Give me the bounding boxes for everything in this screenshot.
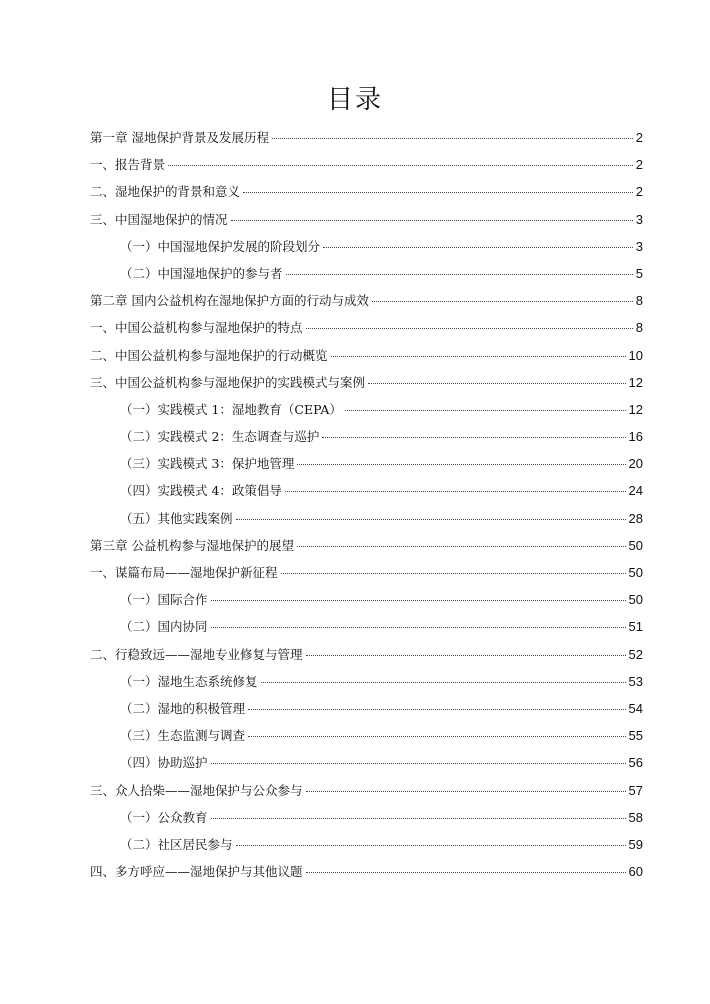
toc-entry-page-number: 51 <box>628 619 643 635</box>
toc-entry-label: 三、中国公益机构参与湿地保护的实践模式与案例 <box>90 374 366 390</box>
toc-entry-page-number: 2 <box>635 157 643 173</box>
toc-entry[interactable] <box>90 613 643 640</box>
toc-entry[interactable] <box>90 287 643 314</box>
dot-leader <box>368 383 626 384</box>
dot-leader <box>211 763 626 764</box>
toc-entry-label: （二）湿地的积极管理 <box>120 700 246 716</box>
page-title: 目录 <box>326 85 383 115</box>
toc-entry-label: （五）其他实践案例 <box>120 510 233 526</box>
dot-leader <box>322 437 625 438</box>
toc-entry[interactable] <box>90 641 643 668</box>
toc-entry[interactable] <box>90 369 643 396</box>
toc-entry-page-number: 3 <box>635 238 643 254</box>
toc-entry[interactable] <box>90 396 643 423</box>
toc-entry-label: 三、中国湿地保护的情况 <box>90 211 228 227</box>
toc-entry-label: （三）实践模式 3：保护地管理 <box>120 456 295 472</box>
dot-leader <box>331 356 626 357</box>
dot-leader <box>285 491 626 492</box>
toc-entry-page-number: 28 <box>628 510 643 526</box>
dot-leader <box>306 328 633 329</box>
toc-entry[interactable] <box>90 722 643 749</box>
toc-entry-label: （二）中国湿地保护的参与者 <box>120 265 283 281</box>
toc-entry-page-number: 10 <box>628 347 643 363</box>
toc-entry-page-number: 2 <box>635 184 643 200</box>
toc-entry[interactable] <box>90 505 643 532</box>
dot-leader <box>248 709 626 710</box>
toc-entry[interactable] <box>90 342 643 369</box>
toc-entry-label: （一）公众教育 <box>120 809 208 825</box>
toc-entry-label: 一、谋篇布局——湿地保护新征程 <box>90 565 278 580</box>
toc-entry[interactable] <box>90 477 643 504</box>
toc-entry-label: （二）社区居民参与 <box>120 836 233 852</box>
toc-entry[interactable] <box>90 151 643 178</box>
toc-entry-page-number: 8 <box>635 320 643 336</box>
toc-entry[interactable] <box>90 423 643 450</box>
dot-leader <box>168 165 633 166</box>
toc-entry[interactable] <box>90 777 643 804</box>
toc-entry[interactable] <box>90 260 643 287</box>
toc-entry[interactable] <box>90 749 643 776</box>
toc-entry-label: （四）协助巡护 <box>120 755 208 771</box>
dot-leader <box>372 301 633 302</box>
dot-leader <box>261 682 626 683</box>
toc-entry-label: 二、行稳致远——湿地专业修复与管理 <box>90 646 303 662</box>
toc-entry-page-number: 12 <box>628 374 643 390</box>
toc-entry[interactable] <box>90 178 643 205</box>
toc-entry-page-number: 56 <box>628 755 643 771</box>
toc-entry-page-number: 20 <box>628 456 643 472</box>
dot-leader <box>236 845 626 846</box>
toc-entry-page-number: 3 <box>635 211 643 227</box>
toc-entry-label: 二、中国公益机构参与湿地保护的行动概览 <box>90 347 328 363</box>
toc-entry-label: 一、中国公益机构参与湿地保护的特点 <box>90 320 303 336</box>
toc-entry[interactable] <box>90 206 643 233</box>
toc-entry-page-number: 57 <box>628 782 643 798</box>
toc-entry-label: 四、多方呼应——湿地保护与其他议题 <box>90 864 303 880</box>
toc-entry-page-number: 24 <box>628 483 643 499</box>
toc-entry-label: （一）中国湿地保护发展的阶段划分 <box>120 238 321 254</box>
toc-entry[interactable] <box>90 668 643 695</box>
toc-entry[interactable] <box>90 450 643 477</box>
toc-entry-label: 二、湿地保护的背景和意义 <box>90 184 241 200</box>
toc-entry-label: 第二章 国内公益机构在湿地保护方面的行动与成效 <box>90 293 369 309</box>
toc-entry-label: 一、报告背景 <box>90 157 166 173</box>
toc-entry-page-number: 59 <box>628 836 643 852</box>
toc-entry-page-number: 50 <box>628 592 643 608</box>
dot-leader <box>236 519 626 520</box>
toc-entry[interactable] <box>90 804 643 831</box>
dot-leader <box>231 220 633 221</box>
dot-leader <box>281 573 626 574</box>
dot-leader <box>323 247 633 248</box>
toc-entry-page-number: 54 <box>628 700 643 716</box>
toc-entry-label: （二）实践模式 2：生态调查与巡护 <box>120 429 320 445</box>
dot-leader <box>211 600 626 601</box>
dot-leader <box>211 818 626 819</box>
toc-entry-page-number: 5 <box>635 265 643 281</box>
toc-entry[interactable] <box>90 831 643 858</box>
toc-entry-page-number: 16 <box>628 429 643 445</box>
dot-leader <box>272 138 633 139</box>
toc-entry-label: （四）实践模式 4：政策倡导 <box>120 483 282 499</box>
toc-entry-label: 第一章 湿地保护背景及发展历程 <box>90 130 269 145</box>
toc-entry-label: （一）湿地生态系统修复 <box>120 673 258 689</box>
toc-entry-label: （一）国际合作 <box>120 592 208 608</box>
toc-entry[interactable] <box>90 314 643 341</box>
toc-entry-label: （一）实践模式 1：湿地教育（CEPA） <box>120 401 342 417</box>
dot-leader <box>306 872 626 873</box>
toc-entry[interactable] <box>90 124 643 151</box>
dot-leader <box>306 655 626 656</box>
toc-entry[interactable] <box>90 559 643 586</box>
toc-entry-page-number: 2 <box>635 130 643 145</box>
toc-entry[interactable] <box>90 858 643 885</box>
toc-entry-page-number: 53 <box>628 673 643 689</box>
dot-leader <box>286 274 633 275</box>
dot-leader <box>345 410 626 411</box>
toc-entry[interactable] <box>90 532 643 559</box>
toc-entry[interactable] <box>90 233 643 260</box>
toc-entry-page-number: 50 <box>628 565 643 580</box>
toc-entry-page-number: 8 <box>635 293 643 309</box>
toc-entry[interactable] <box>90 586 643 613</box>
toc-entry-label: （三）生态监测与调查 <box>120 728 246 744</box>
toc-entry-label: （二）国内协同 <box>120 619 208 635</box>
dot-leader <box>297 546 626 547</box>
toc-entry[interactable] <box>90 695 643 722</box>
toc-entry-label: 第三章 公益机构参与湿地保护的展望 <box>90 537 294 553</box>
toc-entry-page-number: 12 <box>628 401 643 417</box>
toc-entry-page-number: 60 <box>628 864 643 880</box>
toc-entry-page-number: 58 <box>628 809 643 825</box>
dot-leader <box>248 736 626 737</box>
dot-leader <box>306 791 626 792</box>
dot-leader <box>297 464 625 465</box>
toc-entry-page-number: 52 <box>628 646 643 662</box>
toc-entry-page-number: 55 <box>628 728 643 744</box>
table-of-contents <box>90 124 643 885</box>
dot-leader <box>243 192 633 193</box>
toc-entry-label: 三、众人拾柴——湿地保护与公众参与 <box>90 782 303 798</box>
dot-leader <box>211 627 626 628</box>
toc-entry-page-number: 50 <box>628 537 643 553</box>
